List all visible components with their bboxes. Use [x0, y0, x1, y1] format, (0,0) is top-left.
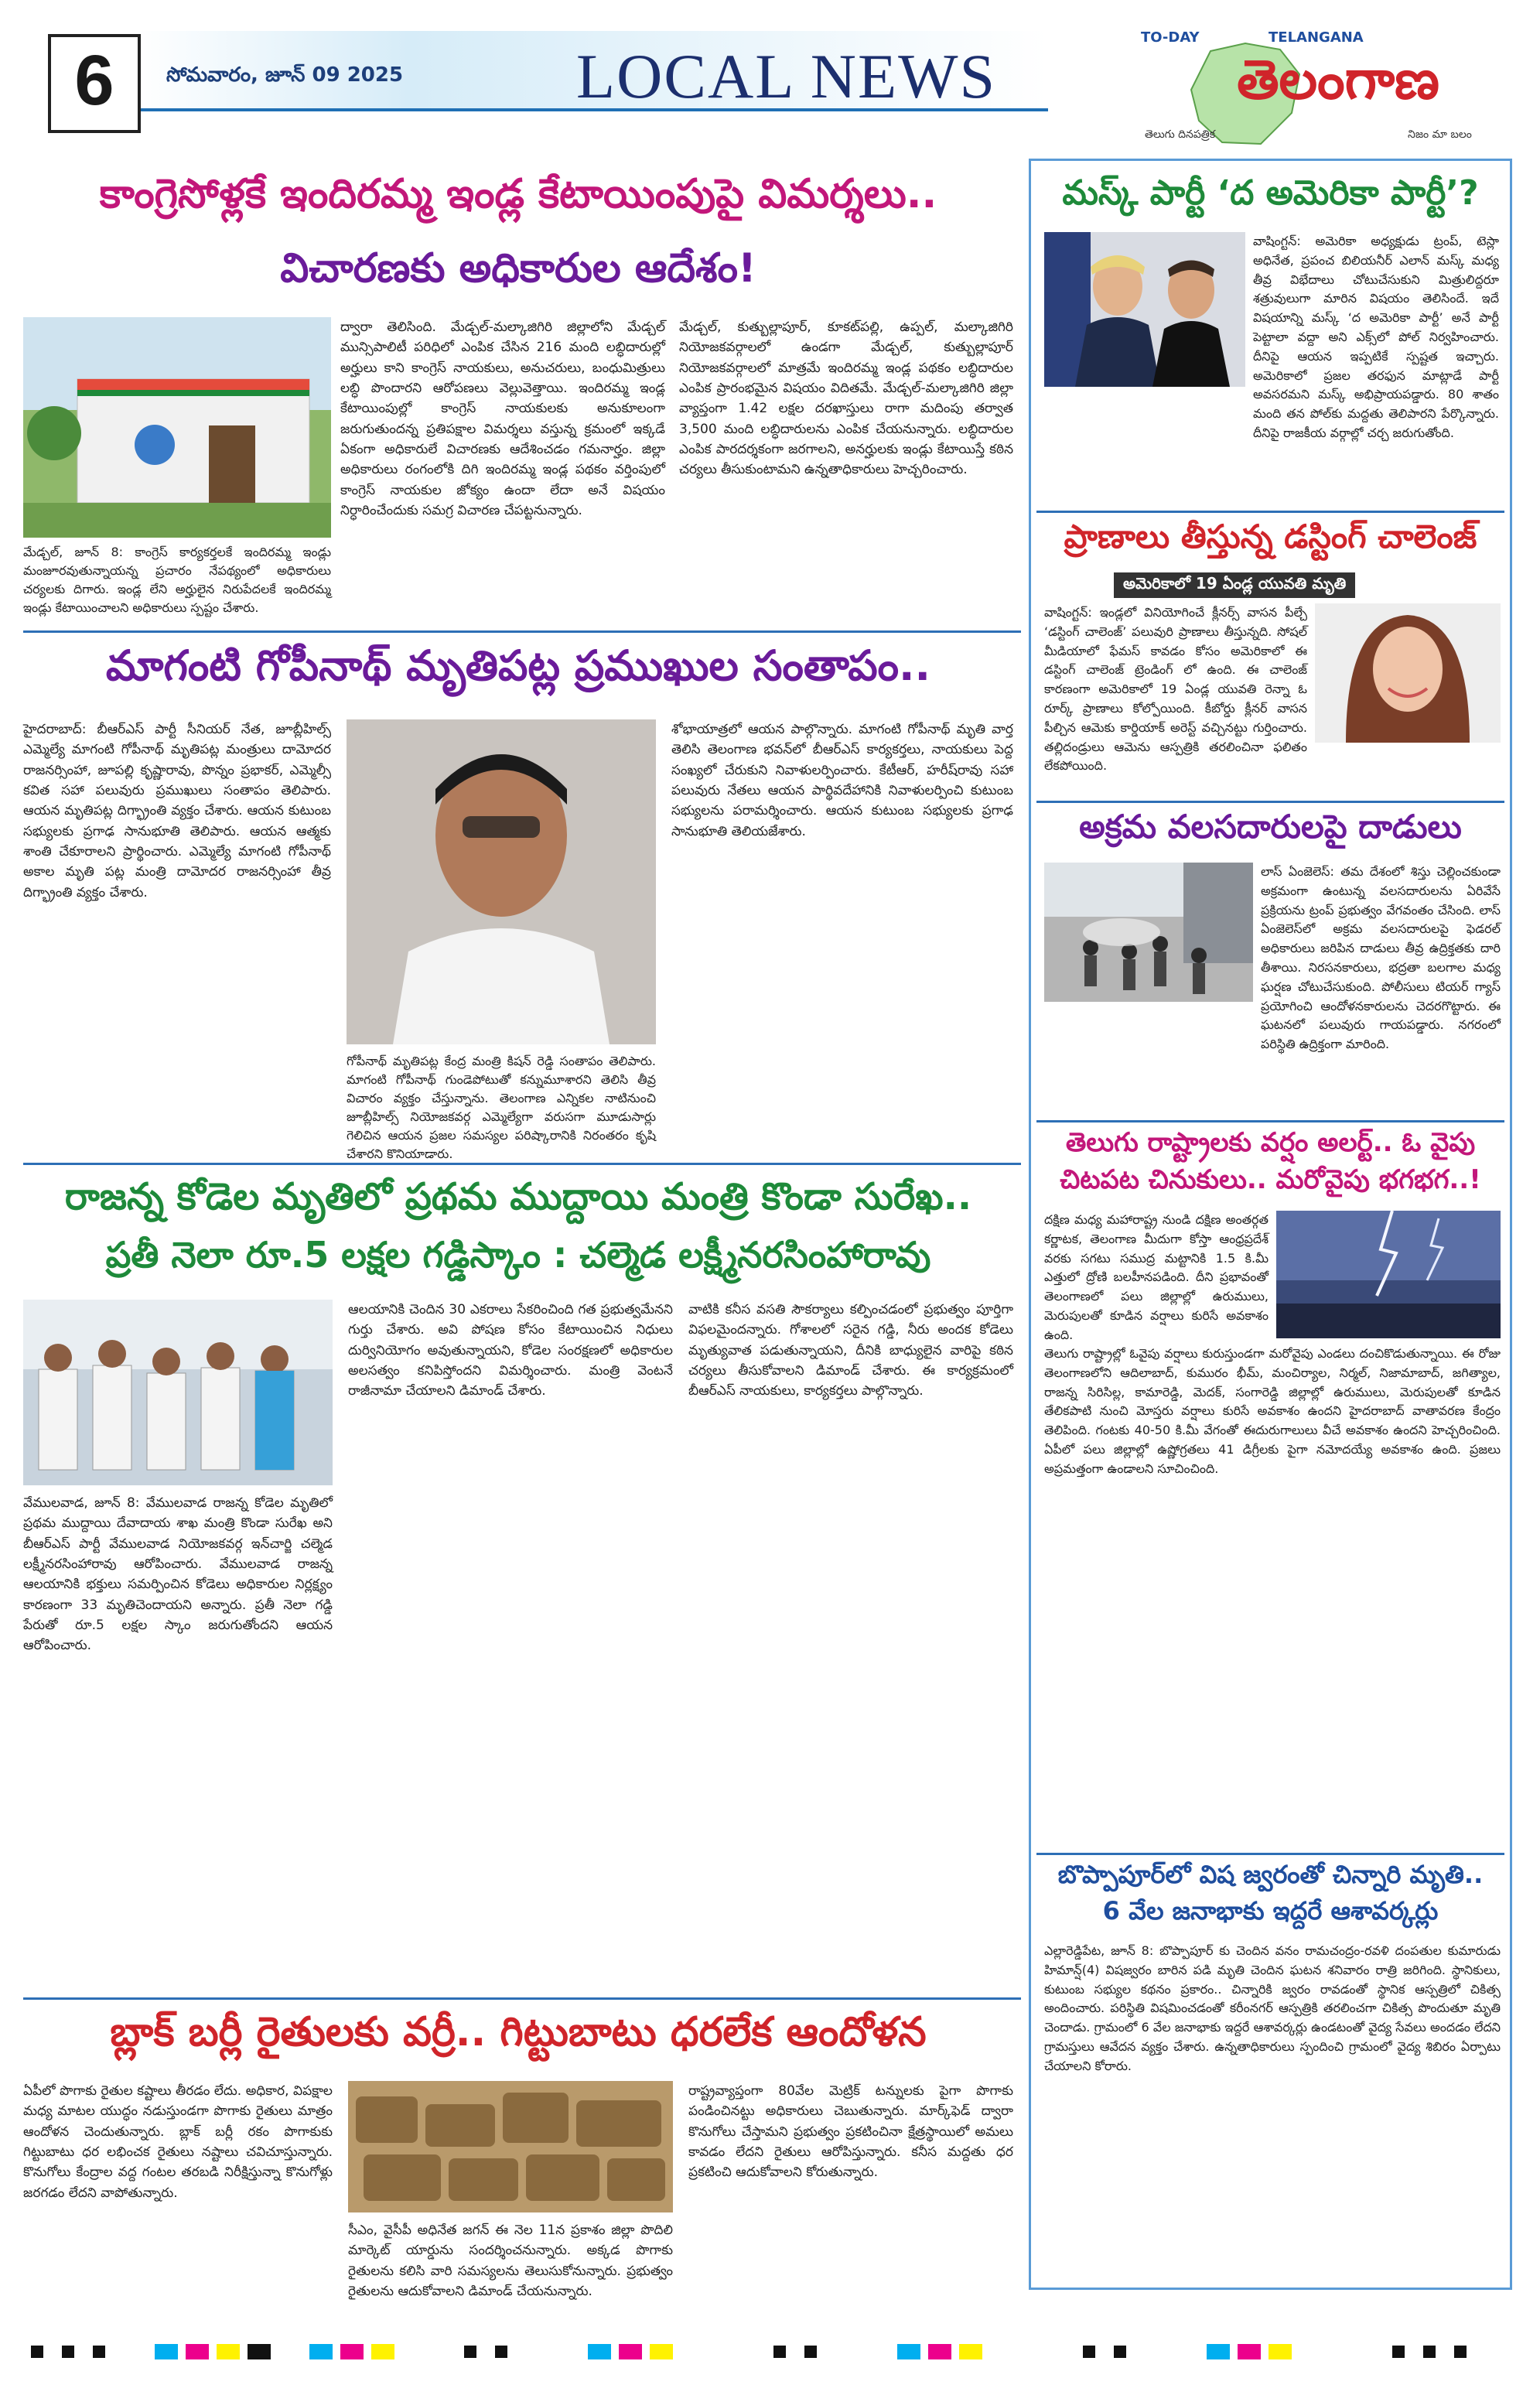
story1-headline-1: కాంగ్రెసోళ్లకే ఇందిరమ్మ ఇండ్ల కేటాయింపుపై విమర్శలు..: [99, 171, 937, 217]
story3-column-1: వేములవాడ, జూన్‌ 8: వేములవాడ రాజన్న కోడెల మృతిలో ప్రథమ ముద్దాయి దేవాదాయ శాఖ మంత్రి కొండా సురేఖ అని బీఆర్‌ఎస్‌ పార్టీ వేములవాడ నియోజకవర్గ ఇన్‌చార్జి చల్మెడ లక్ష్మీనరసింహారావు ఆరోపించారు. వేములవాడ రాజన్న ఆలయానికి భక్తులు సమర్పించిన కోడెలు అధికారుల నిర్లక్ష్యం కారణంగా 33 మృతిచెందాయని అన్నారు. ప్రతీ నెలా గడ్డి పేరుతో రూ.5 లక్షల స్కాం జరుగుతోందని ఆయన ఆరోపించారు.: [23, 1495, 333, 1654]
masthead-telangana: TELANGANA: [1269, 29, 1364, 46]
divider: [1036, 801, 1504, 803]
lightning-photo: [1276, 1211, 1501, 1338]
story1-headline-2: విచారణకు అధికారుల ఆదేశం!: [280, 245, 756, 292]
gopinath-portrait: [347, 719, 656, 1044]
masthead-title: తెలంగాణ: [1237, 48, 1439, 111]
story1-column-1: ద్వారా తెలిసింది. మేడ్చల్‌-మల్కాజిగిరి జిల్లాలోని మేడ్చల్‌ మున్సిపాలిటీ పరిధిలో ఎంపిక చేసిన 216 మంది లబ్ధిదారుల్లో అర్హులు కాని కాంగ్రెస్‌ నాయకులు, అనుచరులు, బంధుమిత్రులు లబ్ధి పొందారని ఆరోపణలు వెల్లువెత్తాయి. ఇందిరమ్మ ఇండ్ల కేటాయింపుల్లో కాంగ్రెస్‌ నాయకులకు అనుకూలంగా జరుగుతుందన్న ప్రతిపక్షాల విమర్శలు వస్తున్న క్రమంలో ఇక్కడే ఏకంగా అధికారులే విచారణకు ఆదేశించడం గమనార్హం. జిల్లా అధికారులు రంగంలోకి దిగి ఇందిరమ్మ ఇండ్ల పథకం వర్తింపులో కాంగ్రెస్‌ నాయకుల జోక్యం ఉందా లేదా అనే విషయం నిర్ధారించేందుకు సమగ్ర విచారణ చేపట్టనున్నారు.: [340, 319, 665, 519]
masthead-tagline-left: తెలుగు దినపత్రిక: [1145, 128, 1216, 141]
story2-column-1: హైదరాబాద్‌: బీఆర్‌ఎస్‌ పార్టీ సీనియర్‌ నేత, జూబ్లీహిల్స్‌ ఎమ్మెల్యే మాగంటి గోపీనాథ్‌ మృతిపట్ల మంత్రులు దామోదర రాజనర్సింహా, జూపల్లి కృష్ణారావు, పొన్నం ప్రభాకర్‌, ఎమ్మెల్సీ కవిత సహా పలువురు ప్రముఖులు సంతాపం తెలిపారు. ఆయన మృతిపట్ల దిగ్భ్రాంతి వ్యక్తం చేశారు. ఆయన కుటుంబ సభ్యులకు ప్రగాఢ సానుభూతి తెలిపారు. ఆయన ఆత్మకు శాంతి చేకూరాలని ప్రార్థించారు. ఎమ్మెల్యే మాగంటి గోపీనాథ్‌ అకాల మృతి పట్ల మంత్రి దామోదర రాజనర్సింహా తీవ్ర దిగ్భ్రాంతి వ్యక్తం చేశారు.: [23, 722, 331, 900]
story4-column-3: రాష్ట్రవ్యాప్తంగా 80వేల మెట్రిక్‌ టన్నులకు పైగా పొగాకు పండించినట్టు అధికారులు చెబుతున్నారు. మార్క్‌ఫెడ్‌ ద్వారా కొనుగోలు చేస్తామని ప్రభుత్వం ప్రకటించినా క్షేత్రస్థాయిలో అమలు కావడం లేదని రైతులు ఆరోపిస్తున్నారు. కనీస మద్దతు ధర ప్రకటించి ఆదుకోవాలని కోరుతున్నారు.: [688, 2083, 1013, 2181]
right5-text: ఎల్లారెడ్డిపేట, జూన్‌ 8: బొప్పాపూర్‌ కు చెందిన వనం రామచంద్రం-రవళి దంపతుల కుమారుడు హిమాన్ష్‌(4) విషజ్వరం బారిన పడి మృతి చెందిన ఘటన శనివారం రాత్రి జరిగింది. స్థానికులు, కుటుంబ సభ్యుల కథనం ప్రకారం.. చిన్నారికి జ్వరం రావడంతో స్థానిక ఆస్పత్రిలో చికిత్స అందించారు. పరిస్థితి విషమించడంతో కరీంనగర్‌ ఆస్పత్రికి తరలించగా చికిత్స పొందుతూ మృతి చెందాడు. గ్రామంలో 6 వేల జనాభాకు ఇద్దరే ఆశావర్కర్లు ఉండటంతో వైద్య సేవలు అందడం లేదని గ్రామస్తులు ఆవేదన వ్యక్తం చేశారు. ఉన్నతాధికారులు స్పందించి గ్రామంలో వైద్య శిబిరం ఏర్పాటు చేయాలని కోరారు.: [1044, 1943, 1501, 2073]
story4-headline: బ్లాక్‌ బర్లీ రైతులకు వర్రీ.. గిట్టుబాటు ధరలేక ఆందోళన: [110, 2009, 927, 2055]
divider: [1036, 1120, 1504, 1122]
story2-column-2: శోభాయాత్రలో ఆయన పాల్గొన్నారు. మాగంటి గోపీనాథ్‌ మృతి వార్త తెలిసి తెలంగాణ భవన్‌లో బీఆర్‌ఎస్‌ కార్యకర్తలు, నాయకులు పెద్ద సంఖ్యలో చేరుకుని నివాళులర్పించారు. కేటీఆర్‌, హరీష్‌రావు సహా పలువురు నేతలు ఆయన పార్థివదేహానికి నివాళులర్పించి కుటుంబ సభ్యులను పరామర్శించారు. ఆయన కుటుంబ సభ్యులకు ప్రగాఢ సానుభూతి తెలియజేశారు.: [671, 722, 1013, 839]
section-title: LOCAL NEWS: [576, 41, 997, 111]
right2-text: వాషింగ్టన్‌: ఇండ్లలో వినియోగించే క్లీనర్స్‌ వాసన పీల్చే ‘డస్టింగ్‌ చాలెంజ్‌’ పలువురి ప్రాణాలు తీస్తున్నది. సోషల్‌ మీడియాలో ఫేమస్‌ కావడం కోసం అమెరికాలో ఈ డస్టింగ్‌ చాలెంజ్‌ ట్రెండింగ్‌ లో ఉంది. ఈ చాలెంజ్‌ కారణంగా అమెరికాలో 19 ఏండ్ల యువతి రెన్నా ఓ రూర్క్‌ ప్రాణాలు కోల్పోయింది. కీబోర్డు క్లీనర్‌ వాసన పీల్చిన ఆమెకు కార్డియాక్‌ అరెస్ట్‌ వచ్చినట్టు గుర్తించారు. తల్లిదండ్రులు ఆమెను ఆస్పత్రికి తరలించినా ఫలితం లేకపోయింది.: [1044, 605, 1307, 774]
house-photo: [23, 317, 331, 538]
right1-headline: మస్క్‌ పార్టీ ‘ద అమెరికా పార్టీ’?: [1062, 173, 1479, 213]
right5-headline-2: 6 వేల జనాభాకు ఇద్దరే ఆశావర్కర్లు: [1102, 1896, 1439, 1925]
right4-headline-2: చిటపట చినుకులు.. మరోవైపు భగభగ..!: [1060, 1164, 1481, 1195]
issue-date: సోమవారం, జూన్ 09 2025: [166, 63, 404, 87]
divider: [1036, 511, 1504, 513]
right4-text-top: దక్షిణ మధ్య మహారాష్ట్ర నుండి దక్షిణ అంతర్గత కర్ణాటక, తెలంగాణ మీదుగా కోస్తా ఆంధ్రప్రదేశ్‌ వరకు సగటు సముద్ర మట్టానికి 1.5 కి.మీ ఎత్తులో ద్రోణి బలహీనపడింది. దీని ప్రభావంతో తెలంగాణలో పలు జిల్లాల్లో ఉరుములు, మెరుపులతో కూడిన వర్షాలు కురిసే అవకాశం ఉంది.: [1044, 1212, 1269, 1342]
divider: [23, 1163, 1021, 1165]
right3-text: లాస్‌ ఏంజెలెస్‌: తమ దేశంలో శిస్తు చెల్లించకుండా అక్రమంగా ఉంటున్న వలసదారులను ఏరివేసే ప్రక్రియను ట్రంప్‌ ప్రభుత్వం వేగవంతం చేసింది. లాస్‌ ఏంజెలెస్‌లో అక్రమ వలసదారులపై ఫెడరల్‌ అధికారులు జరిపిన దాడులు తీవ్ర ఉద్రిక్తతకు దారి తీశాయి. నిరసనకారులు, భద్రతా బలగాల మధ్య ఘర్షణ చోటుచేసుకుంది. పోలీసులు టియర్‌ గ్యాస్‌ ప్రయోగించి ఆందోళనకారులను చెదరగొట్టారు. ఈ ఘటనలో పలువురు గాయపడ్డారు. నగరంలో పరిస్థితి ఉద్రిక్తంగా మారింది.: [1261, 864, 1501, 1052]
story2-photo-caption: గోపీనాథ్‌ మృతిపట్ల కేంద్ర మంత్రి కిషన్‌ రెడ్డి సంతాపం తెలిపారు. మాగంటి గోపీనాథ్‌ గుండెపోటుతో కన్నుమూశారని తెలిసి తీవ్ర విచారం వ్యక్తం చేస్తున్నాను. తెలంగాణ ఎన్నికల నాటినుంచి జూబ్లీహిల్స్‌ నియోజకవర్గ ఎమ్మెల్యేగా వరుసగా మూడుసార్లు గెలిచిన ఆయన ప్రజల సమస్యల పరిష్కారానికి నిరంతరం కృషి చేశారని కొనియాడారు.: [347, 1054, 656, 1161]
right3-headline: అక్రమ వలసదారులపై దాడులు: [1079, 808, 1462, 846]
right4-text-bottom: తెలుగు రాష్ట్రాల్లో ఓవైపు వర్షాలు కురుస్తుండగా మరోవైపు ఎండలు దంచికొడుతున్నాయి. ఈ రోజు తెలంగాణలోని ఆదిలాబాద్‌, కుమురం భీమ్‌, మంచిర్యాల, నిర్మల్‌, నిజామాబాద్‌, జగిత్యాల, రాజన్న సిరిసిల్ల, కామారెడ్డి, మెదక్‌, సంగారెడ్డి జిల్లాల్లో ఉరుములు, మెరుపులతో కూడిన తేలికపాటి నుంచి మోస్తరు వర్షాలు కురిసే అవకాశం ఉందని హైదరాబాద్‌ వాతావరణ కేంద్రం తెలిపింది. గంటకు 40-50 కి.మీ వేగంతో ఈదురుగాలులు వీచే అవకాశం ఉందని హెచ్చరించింది. ఏపీలో పలు జిల్లాల్లో ఉష్ణోగ్రతలు 41 డిగ్రీలకు పైగా నమోదయ్యే అవకాశం ఉంది. ప్రజలు అప్రమత్తంగా ఉండాలని సూచించింది.: [1044, 1346, 1501, 1476]
page-number: 6: [74, 41, 114, 120]
masthead-today: TO-DAY: [1141, 29, 1200, 46]
divider: [23, 630, 1021, 633]
right5-headline-1: బొప్పాపూర్‌లో విష జ్వరంతో చిన్నారి మృతి..: [1057, 1860, 1484, 1889]
right4-headline-1: తెలుగు రాష్ట్రాలకు వర్షం అలర్ట్‌.. ఓ వైపు: [1065, 1127, 1476, 1158]
story4-column-1: ఏపీలో పొగాకు రైతుల కష్టాలు తీరడం లేదు. అధికార, విపక్షాల మధ్య మాటల యుద్ధం నడుస్తుండగా పొగాకు రైతులు మాత్రం ఆందోళన చెందుతున్నారు. బ్లాక్‌ బర్లీ రకం పొగాకుకు గిట్టుబాటు ధర లభించక రైతులు నష్టాలు చవిచూస్తున్నారు. కొనుగోలు కేంద్రాల వద్ద గంటల తరబడి నిరీక్షిస్తున్నా కొనుగోళ్లు జరగడం లేదని వాపోతున్నారు.: [23, 2083, 333, 2201]
print-color-bar: [0, 2336, 1540, 2367]
protest-photo: [1044, 863, 1253, 1002]
story4-column-2: సీఎం, వైసీపీ అధినేత జగన్‌ ఈ నెల 11న ప్రకాశం జిల్లా పొదిలి మార్కెట్‌ యార్డును సందర్శించనున్నారు. అక్కడ పొగాకు రైతులను కలిసి వారి సమస్యలను తెలుసుకోనున్నారు. ప్రభుత్వం రైతులను ఆదుకోవాలని డిమాండ్‌ చేయనున్నారు.: [348, 2223, 673, 2300]
story3-headline-1: రాజన్న కోడెల మృతిలో ప్రథమ ముద్దాయి మంత్రి కొండా సురేఖ..: [64, 1175, 972, 1218]
story3-column-2: ఆలయానికి చెందిన 30 ఎకరాలు సేకరించింది గత ప్రభుత్వమేనని గుర్తు చేశారు. అవి పోషణ కోసం కేటాయించిన నిధులు దుర్వినియోగం అవుతున్నాయని, కోడెల సంరక్షణలో అధికారుల అలసత్వం కనిపిస్తోందని విమర్శించారు. మంత్రి వెంటనే రాజీనామా చేయాలని డిమాండ్‌ చేశారు.: [348, 1302, 673, 1399]
story1-caption: మేడ్చల్‌, జూన్‌ 8: కాంగ్రెస్‌ కార్యకర్తలకే ఇందిరమ్మ ఇండ్లు మంజూరవుతున్నాయన్న ప్రచారం నేపథ్యంలో అధికారులు చర్యలకు దిగారు. ఇండ్ల లేని అర్హులైన నిరుపేదలకే ఇందిరమ్మ ఇండ్లు కేటాయించాలని అధికారులు స్పష్టం చేశారు.: [23, 545, 331, 615]
tobacco-bales-photo: [348, 2081, 673, 2212]
right2-headline: ప్రాణాలు తీస్తున్న డస్టింగ్‌ చాలెంజ్‌: [1064, 518, 1477, 555]
young-woman-photo: [1315, 603, 1501, 743]
divider: [1036, 1853, 1504, 1855]
press-meet-photo: [23, 1300, 333, 1485]
right2-subhead: అమెరికాలో 19 ఏండ్ల యువతి మృతి: [1114, 572, 1355, 598]
story2-headline: మాగంటి గోపీనాథ్‌ మృతిపట్ల ప్రముఖుల సంతాపం..: [105, 641, 931, 690]
right1-text: వాషింగ్టన్‌: అమెరికా అధ్యక్షుడు ట్రంప్‌, టెస్లా అధినేత, ప్రపంచ బిలియనీర్‌ ఎలాన్‌ మస్క్‌ మధ్య తీవ్ర విభేదాలు చోటుచేసుకుని మిత్రులిద్దరూ శత్రువులుగా మారిన విషయం తెలిసిందే. ఇదే విషయాన్ని మస్క్‌ ‘ద అమెరికా పార్టీ’ అనే పార్టీ పెట్టాలా వద్దా అని ఎక్స్‌లో పోల్‌ నిర్వహించారు. దీనిపై ఆయన ఇప్పటికే స్పష్టత ఇచ్చారు. అమెరికాలో ప్రజల తరఫున మాట్లాడే పార్టీ అవసరమని మస్క్‌ అభిప్రాయపడ్డారు. 80 శాతం మంది తన పోల్‌కు మద్దతు తెలిపారని పేర్కొన్నారు. దీనిపై రాజకీయ వర్గాల్లో చర్చ జరుగుతోంది.: [1253, 234, 1499, 440]
story1-column-2: మేడ్చల్‌, కుత్బుల్లాపూర్‌, కూకట్‌పల్లి, ఉప్పల్‌, మల్కాజిగిరి నియోజకవర్గాలలో ఉండగా మేడ్చల్‌, కుత్బుల్లాపూర్‌ నియోజకవర్గాలలో మాత్రమే ఇందిరమ్మ ఇండ్ల పథకం లబ్ధిదారుల ఎంపిక ప్రారంభమైన విషయం విదితమే. మేడ్చల్‌-మల్కాజిగిరి జిల్లా వ్యాప్తంగా 1.42 లక్షల దరఖాస్తులు రాగా మదింపు తర్వాత 3,500 మంది లబ్ధిదారులను ఎంపిక చేయనున్నారు. లబ్ధిదారుల ఎంపిక పారదర్శకంగా జరగాలని, అనర్హులకు ఇండ్లు కేటాయిస్తే కఠిన చర్యలు తీసుకుంటామని ఉన్నతాధికారులు హెచ్చరించారు.: [679, 319, 1013, 478]
divider: [23, 1997, 1021, 2000]
story3-headline-2: ప్రతీ నెలా రూ.5 లక్షల గడ్డిస్కాం : చల్మెడ లక్ష్మీనరసింహారావు: [105, 1234, 931, 1276]
trump-musk-photo: [1044, 232, 1245, 387]
masthead-tagline-right: నిజం మా బలం: [1408, 128, 1472, 141]
story3-column-3: వాటికి కనీస వసతి సౌకర్యాలు కల్పించడంలో ప్రభుత్వం పూర్తిగా విఫలమైందన్నారు. గోశాలలో సరైన గడ్డి, నీరు అందక కోడెలు మృత్యువాత పడుతున్నాయని, దీనికి బాధ్యులైన వారిపై కఠిన చర్యలు తీసుకోవాలని డిమాండ్‌ చేశారు. ఈ కార్యక్రమంలో బీఆర్‌ఎస్‌ నాయకులు, కార్యకర్తలు పాల్గొన్నారు.: [688, 1302, 1013, 1399]
